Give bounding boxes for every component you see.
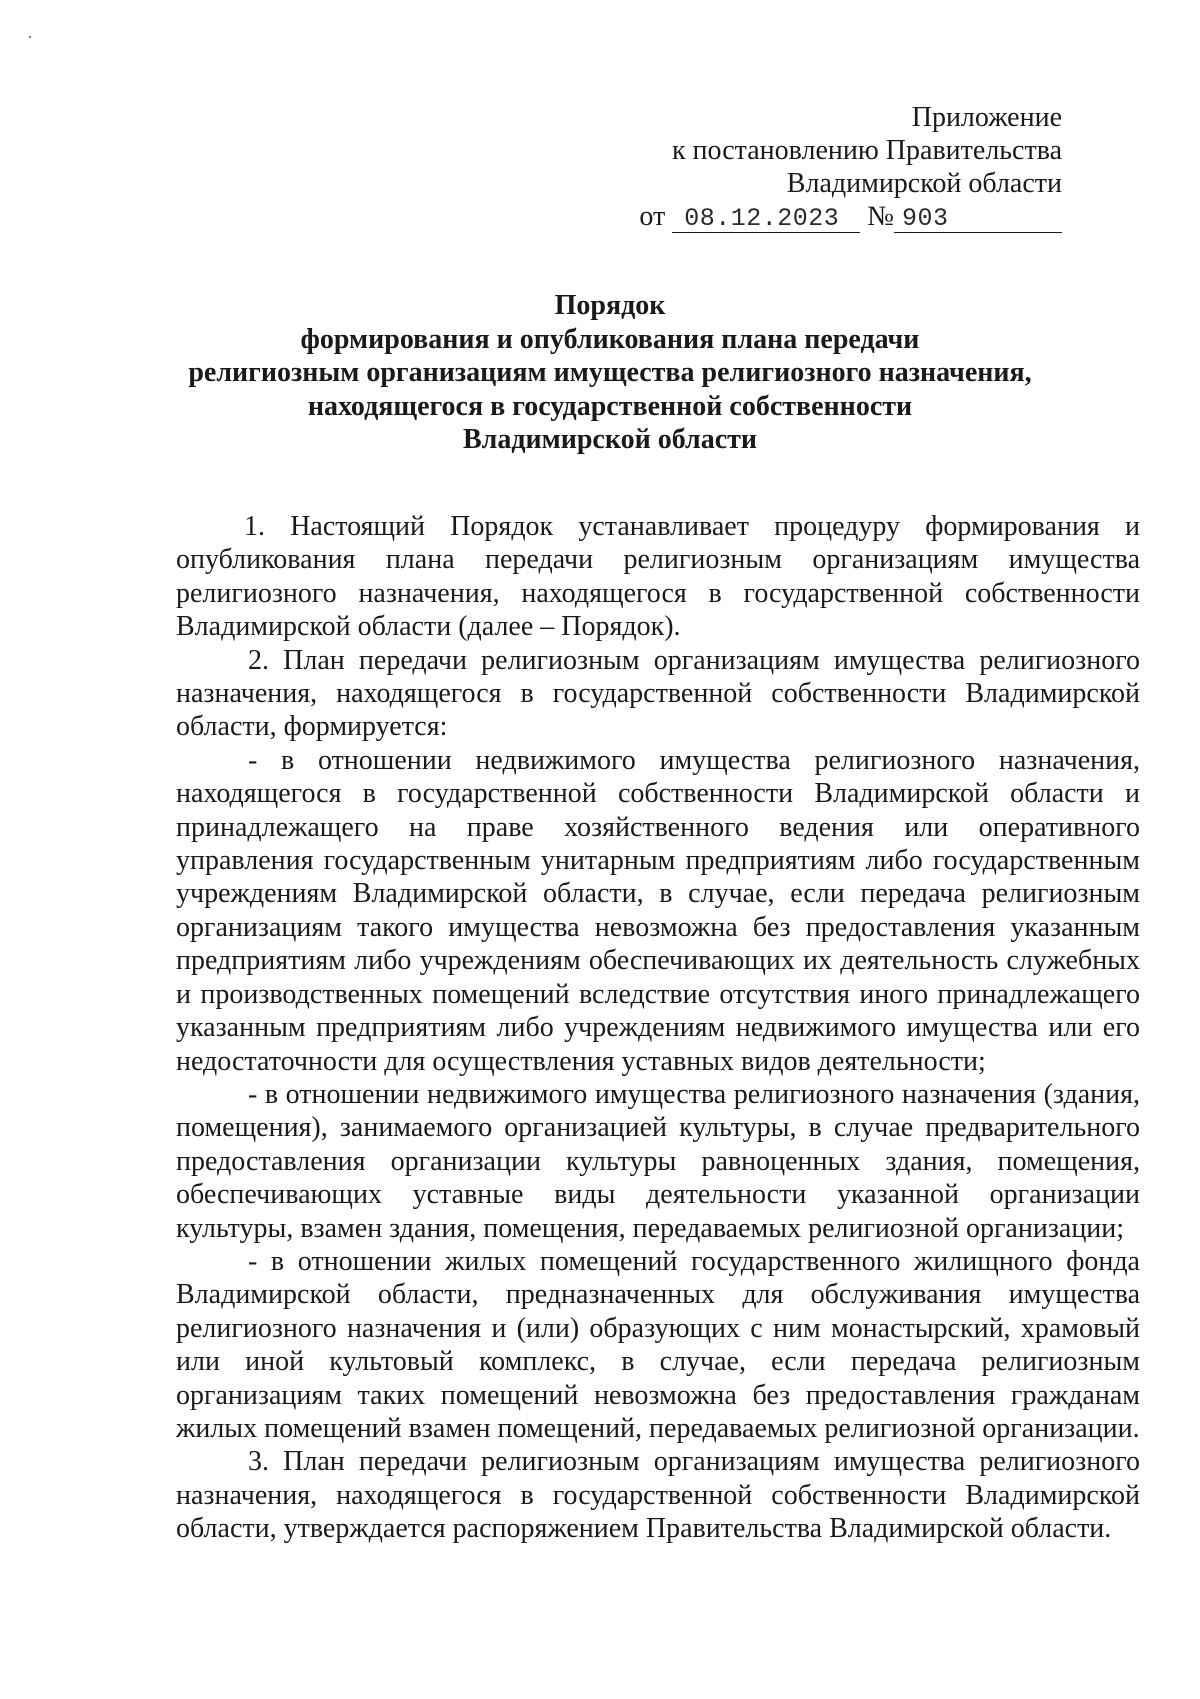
number-prefix: № [867,201,894,232]
scan-speck [29,36,31,38]
paragraph-3: 3. План передачи религиозным организациям имущества религиозного назначения, находящегося в государственной собственности Владимирской области, утверждается распоряжением Правительства Владимирской области. [176,1446,1140,1545]
paragraph-2-item-3: - в отношении жилых помещений государственного жилищного фонда Владимирской области, предназначенных для обслуживания имущества религиозного назначения и (или) образующих с ним монастырский, храмовый или иной культовый комплекс, в случае, если передача религиозным организациям таких помещений невозможна без предоставления гражданам жилых помещений взамен помещений, передаваемых религиозной организации. [176,1245,1140,1444]
appendix-resolution-ref: к постановлению Правительства [671,135,1062,166]
document-title [160,289,1060,457]
document-body [176,510,1140,1546]
appendix-date-number-line [639,200,1062,233]
title-line-2: формирования и опубликования плана передачи [300,323,920,355]
paragraph-2-item-1: - в отношении недвижимого имущества религиозного назначения, находящегося в государственной собственности Владимирской области и принадлежащего на праве хозяйственного ведения или оперативного управления государственным унитарным предприятиям либо государственным учреждениям Владимирской области, в случае, если передача религиозным организациям такого имущества невозможна без предоставления указанным предприятиям либо учреждениям обеспечивающих их деятельность служебных и производственных помещений вследствие отсутствия иного принадлежащего указанным предприятиям либо учреждениям недвижимого имущества или его недостаточности для осуществления уставных видов деятельности; [176,744,1140,1077]
appendix-header [639,101,1062,233]
date-prefix: от [639,201,666,232]
title-line-3: религиозным организациям имущества религиозного назначения, [188,357,1032,388]
number-value: 903 [902,204,949,233]
title-line-1: Порядок [554,290,666,321]
paragraph-2-item-2: - в отношении недвижимого имущества религиозного назначения (здания, помещения), занимаемого организацией культуры, в случае предварительного предоставления организации культуры равноценных здания, помещения, обеспечивающих уставные виды деятельности указанной организации культуры, взамен здания, помещения, передаваемых религиозной организации; [176,1078,1140,1244]
date-value: 08.12.2023 [684,204,840,233]
appendix-region: Владимирской области [786,168,1062,199]
number-blank [894,204,1062,233]
paragraph-1: 1. Настоящий Порядок устанавливает процедуру формирования и опубликования плана передачи религиозным организациям имущества религиозного назначения, находящегося в государственной собственности Владимирской области (далее – Порядок). [176,511,1140,643]
title-line-4: находящегося в государственной собственности [307,390,913,422]
date-blank [672,204,860,233]
paragraph-2: 2. План передачи религиозным организациям имущества религиозного назначения, находящегося в государственной собственности Владимирской области, формируется: [176,644,1140,743]
title-line-5: Владимирской области [462,424,758,455]
appendix-label: Приложение [911,102,1062,133]
